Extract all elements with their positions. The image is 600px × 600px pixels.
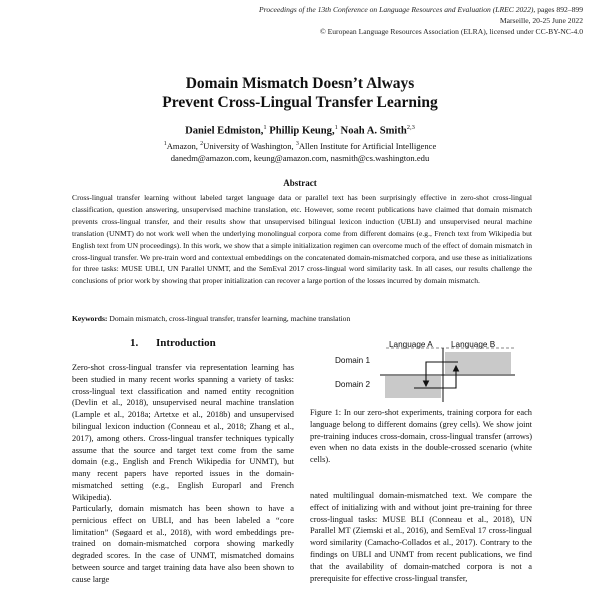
aff-sup: 3 <box>295 141 299 147</box>
section-heading <box>130 337 216 349</box>
title-line-2: Prevent Cross-Lingual Transfer Learning <box>162 94 438 111</box>
keywords <box>72 314 532 323</box>
figure-caption <box>310 407 532 466</box>
conference-location: Marseille, 20-25 June 2022 <box>499 16 583 25</box>
paper-title <box>0 74 600 112</box>
aff-sup: 1 <box>163 141 167 147</box>
language-b-label: Language B <box>451 340 496 349</box>
domain-1-label: Domain 1 <box>335 356 371 365</box>
keywords-label: Keywords: <box>72 314 108 323</box>
transfer-arrow-up <box>414 366 456 388</box>
intro-paragraph-1 <box>72 362 294 504</box>
abstract-heading: Abstract <box>283 178 317 188</box>
keywords-text: Domain mismatch, cross-lingual transfer, transfer learning, machine translation <box>107 314 351 323</box>
affiliation-amazon: Amazon, <box>166 140 201 151</box>
language-a-label: Language A <box>389 340 433 349</box>
affiliation-uw: University of Washington, <box>203 140 296 151</box>
paragraph-text: Zero-shot cross-lingual transfer via representation learning has been studied in many recent works spanning a variety of tasks: cross-lingual text classification and named entity recognition (Devlin et al., 2018), unsupervised neural machine translation (Lample et al., 2018a; Artetxe et al., 2018b) and unsupervised bilingual lexicon induction (Conneau et al., 2018; Zhang et al., 2017), among others. Cross-lingual transfer techniques typically assume that the source and target text come from the same domain (e.g., English and French Wikipedia for UNMT), but many recent papers have reported issues in the domain-mismatched setting (e.g., English Europarl and French Wikipedia). <box>72 363 294 502</box>
transfer-arrow-down <box>426 362 458 386</box>
figure-diagram <box>330 340 530 402</box>
affiliation-ai2: Allen Institute for Artificial Intelligence <box>298 140 437 151</box>
author-list <box>0 124 600 137</box>
title-line-1: Domain Mismatch Doesn’t Always <box>185 75 415 92</box>
domain-2-label: Domain 2 <box>335 380 371 389</box>
aff-sup: 2 <box>200 141 204 147</box>
paragraph-text: Particularly, domain mismatch has been shown to have a pernicious effect on UBLI, and has been labeled a “core limitation” (Søgaard et al., 2018), with word embeddings pre-trained on domain-mismatched corpora showing markedly degraded scores. In the case of UNMT, mismatched domains between source and target training data have also been shown to cause large <box>72 504 294 584</box>
caption-text: Figure 1: In our zero-shot experiments, training corpora for each language belong to different domains (grey cells). We show joint pre-training induces cross-domain, cross-lingual transfer (arrows) even when no data exists in the double-crossed scenario (white cells). <box>310 408 532 465</box>
right-column-paragraph <box>310 490 532 584</box>
figure-1 <box>330 340 530 402</box>
intro-paragraph-2 <box>72 503 294 586</box>
page-range: , pages 892–899 <box>533 5 583 14</box>
author-sup: 2,3 <box>406 124 415 131</box>
affiliations <box>0 138 600 164</box>
author-emails: danedm@amazon.com, keung@amazon.com, nasmith@cs.washington.edu <box>170 152 430 163</box>
section-title: Introduction <box>156 337 216 349</box>
author-sup: 1 <box>334 124 338 131</box>
paragraph-text: nated multilingual domain-mismatched text. We compare the effect of initializing with and without joint pre-training for three cross-lingual tasks: MUSE BLI (Conneau et al., 2018), UN Parallel MT (Ziemski et al., 2016), and SemEval 17 cross-lingual word similarity (Camacho-Collados et al., 2017). Contrary to the findings on UBLI and UNMT from recent publications, we find that the availability of domain-matched corpora is not a prerequisite for effective cross-lingual transfer, <box>310 491 532 583</box>
section-number: 1. <box>130 337 139 349</box>
author-name: Daniel Edmiston, <box>185 125 264 137</box>
proceedings-header <box>259 4 583 37</box>
author-sup: 1 <box>263 124 267 131</box>
license-line: © European Language Resources Association (ELRA), licensed under CC-BY-NC-4.0 <box>319 27 583 36</box>
author-name: Phillip Keung, <box>269 125 335 137</box>
abstract-text: Cross-lingual transfer learning without labeled target language data or parallel text has been surprisingly effective in zero-shot cross-lingual classification, question answering, unsupervised machine translation, etc. However, some recent publications have claimed that domain mismatch prevents cross-lingual transfer, and their results show that unsupervised bilingual lexicon induction (UBLI) and unsupervised neural machine translation (UNMT) do not work well when the underlying monolingual corpora come from different domains (e.g., French text from Wikipedia but English text from UN proceedings). In this work, we show that a simple initialization regimen can overcome much of the effect of domain mismatch in cross-lingual transfer. We pre-train word and contextual embeddings on the concatenated domain-mismatched corpora, and use these as initializations for three tasks: MUSE UBLI, UN Parallel UNMT, and the SemEval 2017 cross-lingual word similarity task. In all cases, our results challenge the conclusions of prior work by showing that proper initialization can recover a large portion of the losses incurred by domain mismatch. <box>72 193 532 286</box>
venue-name: Proceedings of the 13th Conference on Language Resources and Evaluation (LREC 2022) <box>259 5 534 14</box>
author-name: Noah A. Smith <box>340 125 407 137</box>
